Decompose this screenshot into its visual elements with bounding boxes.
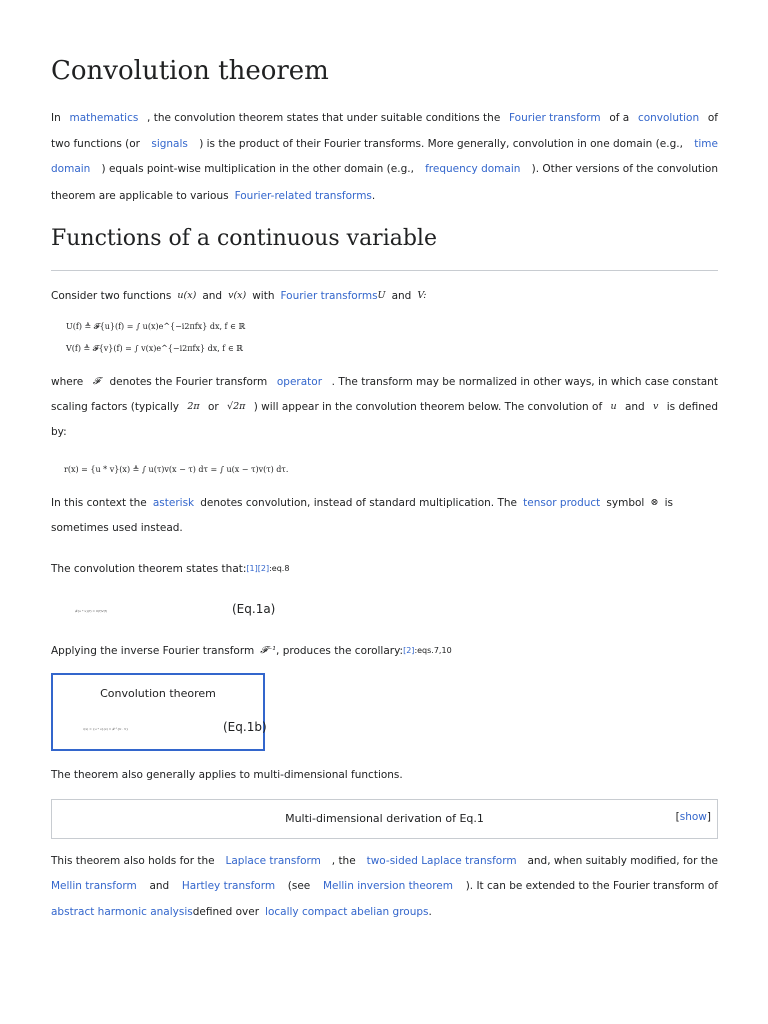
- eq1a-formula: 𝓕{u * v}(f) = U(f)V(f): [75, 609, 107, 613]
- text: , the convolution theorem states that under suitable conditions the: [147, 112, 501, 124]
- text: .: [371, 190, 376, 202]
- formula-U: U(f) ≜ 𝓕{u}(f) = ∫ u(x)e^{−i2πfx} dx, f ∈ ℝ: [66, 322, 246, 331]
- link-operator[interactable]: operator: [276, 376, 323, 388]
- text: sometimes used instead.: [51, 522, 183, 534]
- applying-line: [51, 644, 718, 658]
- text: (see: [287, 880, 311, 892]
- math-F: 𝓕: [92, 376, 100, 387]
- math-V: V:: [417, 290, 427, 301]
- text: theorem are applicable to various: [51, 190, 229, 202]
- laplace-line-2: [51, 879, 718, 893]
- text: and: [391, 290, 412, 302]
- section-heading: Functions of a continuous variable: [51, 226, 437, 251]
- text: ). It can be extended to the Fourier transform of: [465, 880, 718, 892]
- laplace-line-1: [51, 854, 718, 868]
- where-line-1: [51, 375, 718, 389]
- text: and, when suitably modified, for the: [527, 855, 718, 867]
- theorem-box: [51, 673, 265, 751]
- text: defined over: [192, 906, 260, 918]
- bracket-close: ]: [706, 811, 711, 823]
- text: , produces the corollary:: [276, 645, 404, 657]
- context-line-2: [51, 521, 718, 535]
- text: In this context the: [51, 497, 147, 509]
- where-line-3: [51, 425, 718, 439]
- link-mellin-transform[interactable]: Mellin transform: [51, 880, 137, 892]
- where-line-2: [51, 400, 718, 414]
- heading-divider: [51, 270, 718, 271]
- math-u-small: u: [610, 401, 617, 412]
- link-mathematics[interactable]: mathematics: [69, 112, 139, 124]
- link-laplace-transform[interactable]: Laplace transform: [225, 855, 321, 867]
- link-abstract-harmonic-analysis[interactable]: abstract harmonic analysis: [51, 906, 193, 918]
- text: Consider two functions: [51, 290, 172, 302]
- link-time-domain[interactable]: time: [694, 138, 718, 150]
- eq1b-label: (Eq.1b): [223, 720, 267, 734]
- text: ). Other versions of the convolution: [531, 163, 718, 175]
- text: denotes the Fourier transform: [109, 376, 268, 388]
- intro-line-4: [51, 189, 718, 203]
- text: ) equals point-wise multiplication in the other domain (e.g.,: [101, 163, 414, 175]
- context-line-1: [51, 496, 718, 510]
- link-convolution[interactable]: convolution: [637, 112, 700, 124]
- text: . The transform may be normalized in other ways, in which case constant: [331, 376, 718, 388]
- collapsible-title: Multi-dimensional derivation of Eq.1: [285, 812, 484, 825]
- intro-line-2: [51, 137, 718, 151]
- text: ) is the product of their Fourier transforms. More generally, convolution in one domain (e.g.,: [199, 138, 683, 150]
- math-v-small: v: [653, 401, 659, 412]
- text: denotes convolution, instead of standard multiplication. The: [200, 497, 517, 509]
- text: scaling factors (typically: [51, 401, 180, 413]
- link-signals[interactable]: signals: [151, 138, 188, 150]
- text: and: [624, 401, 645, 413]
- link-fourier-transform[interactable]: Fourier transform: [509, 112, 601, 124]
- multi-line: [51, 768, 718, 782]
- text: Applying the inverse Fourier transform: [51, 645, 255, 657]
- eq1a-label: (Eq.1a): [232, 602, 276, 616]
- reference-link-2[interactable]: [2]: [403, 646, 415, 655]
- reference-link[interactable]: [1][2]: [246, 564, 270, 573]
- collapsible-derivation: [51, 799, 718, 839]
- formula-V: V(f) ≜ 𝓕{v}(f) = ∫ v(x)e^{−i2πfx} dx, f ∈ ℝ: [66, 344, 243, 353]
- text: , the: [331, 855, 356, 867]
- formula-r: r(x) = {u * v}(x) ≜ ∫ u(τ)v(x − τ) dτ = ∫ u(x − τ)v(τ) dτ.: [64, 465, 289, 474]
- text: symbol: [606, 497, 645, 509]
- eq1b-formula: r(x) = {u * v}(x) = 𝓕⁻¹{U · V}: [83, 727, 129, 731]
- reference-note-2: :eqs.7,10: [414, 646, 452, 655]
- math-F-inverse: 𝓕⁻¹: [260, 645, 277, 656]
- text: and: [149, 880, 170, 892]
- text: and: [202, 290, 223, 302]
- text: where: [51, 376, 84, 388]
- link-fourier-related-transforms[interactable]: Fourier-related transforms: [234, 190, 372, 202]
- theorem-box-title: Convolution theorem: [100, 687, 216, 700]
- link-mellin-inversion[interactable]: Mellin inversion theorem: [322, 880, 453, 892]
- text: .: [428, 906, 432, 918]
- link-two-sided-laplace[interactable]: two-sided Laplace transform: [366, 855, 517, 867]
- text: The theorem also generally applies to multi-dimensional functions.: [51, 769, 403, 781]
- laplace-line-3: [51, 905, 718, 919]
- text: of: [707, 112, 718, 124]
- text: ) will appear in the convolution theorem below. The convolution of: [253, 401, 603, 413]
- text: by:: [51, 426, 67, 438]
- text: two functions (or: [51, 138, 141, 150]
- text: is defined: [666, 401, 718, 413]
- intro-line-1: [51, 111, 718, 125]
- states-line: [51, 562, 718, 576]
- intro-line-3: [51, 162, 718, 176]
- link-hartley-transform[interactable]: Hartley transform: [181, 880, 276, 892]
- math-sqrt2pi: √2π: [227, 401, 246, 412]
- math-u: u(x): [177, 290, 197, 301]
- math-U: U: [377, 290, 386, 301]
- link-locally-compact-abelian-groups[interactable]: locally compact abelian groups: [265, 906, 429, 918]
- consider-line: [51, 289, 718, 303]
- math-2pi: 2π: [187, 401, 200, 412]
- text: or: [207, 401, 219, 413]
- math-v: v(x): [228, 290, 247, 301]
- text: of a: [609, 112, 630, 124]
- math-otimes: ⊗: [650, 497, 659, 508]
- text: is: [664, 497, 673, 509]
- text: In: [51, 112, 61, 124]
- link-asterisk[interactable]: asterisk: [152, 497, 195, 509]
- text: This theorem also holds for the: [51, 855, 215, 867]
- text: The convolution theorem states that:: [51, 563, 247, 575]
- link-fourier-transforms[interactable]: Fourier transforms: [280, 290, 378, 302]
- show-button[interactable]: show: [679, 811, 707, 823]
- link-frequency-domain[interactable]: frequency domain: [425, 163, 521, 175]
- link-tensor-product[interactable]: tensor product: [523, 497, 601, 509]
- reference-note: :eq.8: [269, 564, 290, 573]
- show-toggle[interactable]: [676, 811, 711, 823]
- text: with: [252, 290, 275, 302]
- link-time-domain-2[interactable]: domain: [51, 163, 91, 175]
- bracket-open: [: [675, 811, 680, 823]
- page-title: Convolution theorem: [51, 56, 329, 86]
